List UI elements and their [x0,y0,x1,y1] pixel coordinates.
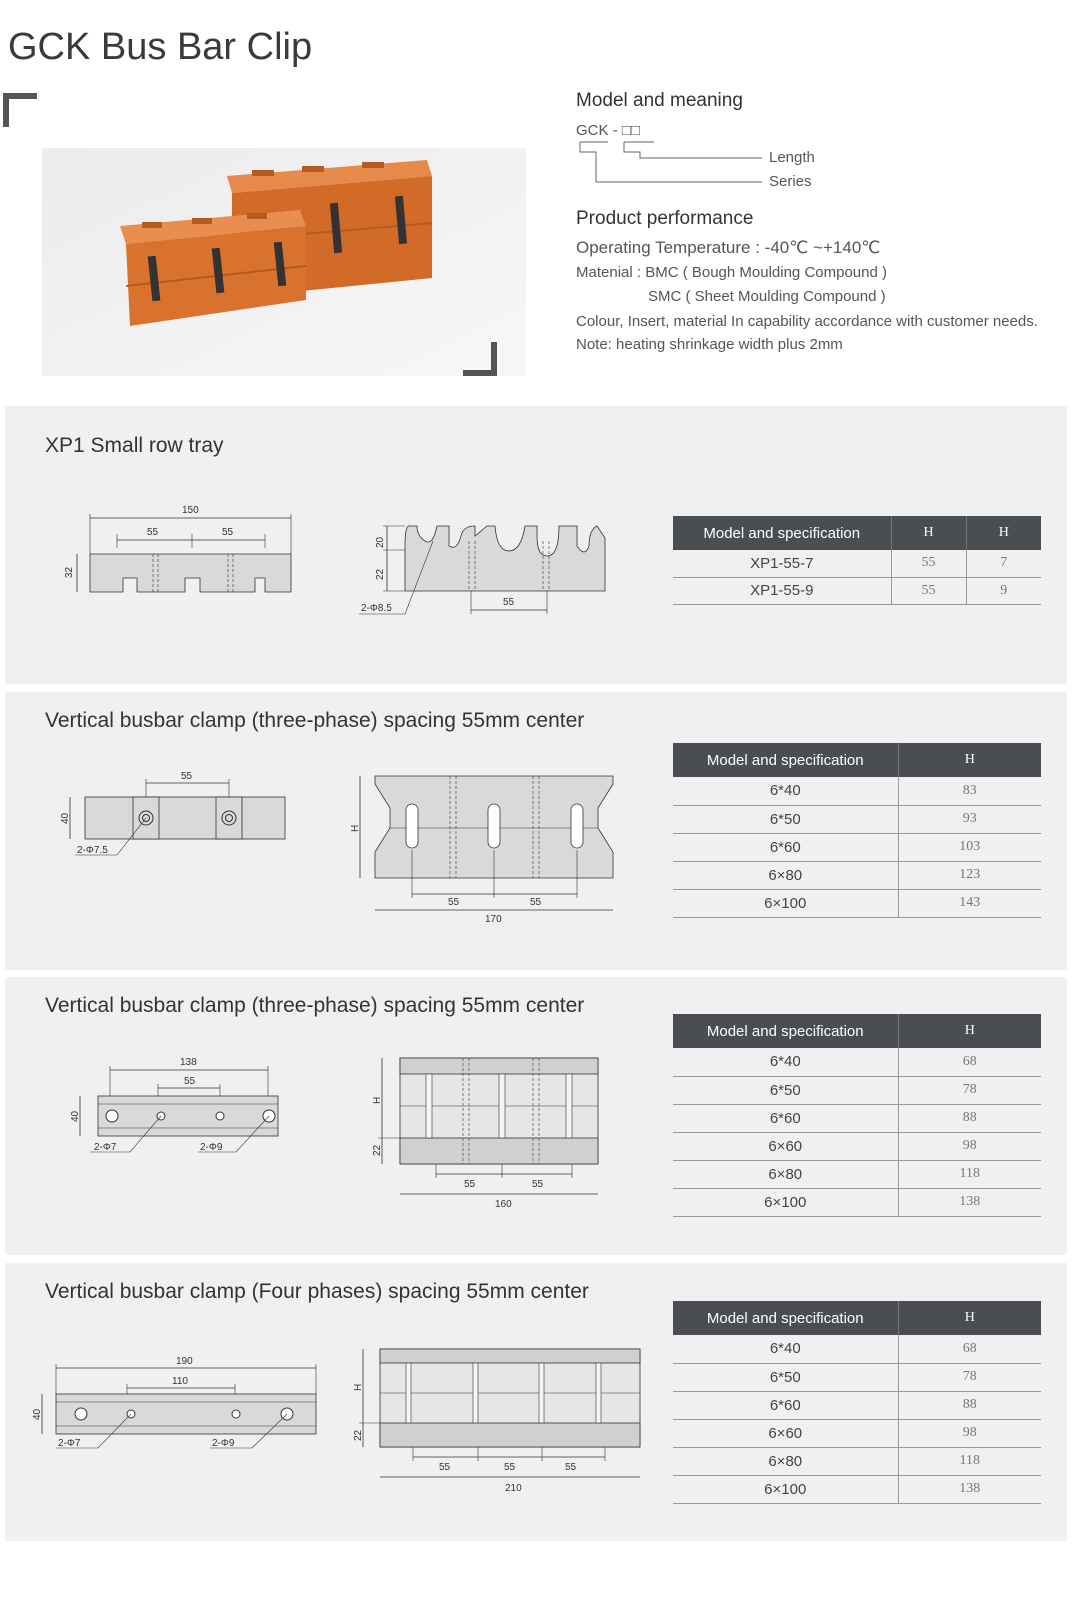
table-cell: 123 [898,861,1041,889]
dim-32: 32 [64,566,75,578]
section-four-phase-clamp [5,1263,1067,1541]
table-cell: 6*60 [673,1104,898,1132]
dim-40: 40 [70,1110,81,1122]
table-cell: 9 [966,577,1041,604]
dim-40: 40 [60,812,71,824]
dim-55-left: 55 [464,1179,476,1190]
table-cell: 98 [898,1419,1041,1447]
th-h1: H [891,516,966,550]
hole-9-callout: 2-Φ9 [212,1438,235,1449]
length-label: Length [769,149,815,166]
table-row [673,1132,1041,1160]
hole-callout: 2-Φ8.5 [361,603,392,614]
dim-55-b: 55 [504,1462,516,1473]
dim-110: 110 [172,1376,188,1387]
shrinkage-note: Note: heating shrinkage width plus 2mm [576,336,843,353]
model-meaning-heading: Model and meaning [576,90,743,111]
table-cell: 68 [898,1335,1041,1363]
four-phase-side-drawing [343,1341,653,1506]
table-cell: 138 [898,1188,1041,1216]
th-h: H [898,1014,1041,1048]
corner-bracket-top-left [3,93,37,127]
dim-210: 210 [505,1483,522,1494]
dim-h: H [353,1383,364,1391]
table-cell: 78 [898,1363,1041,1391]
series-label: Series [769,173,812,190]
section-three-phase-clamp-b [5,977,1067,1255]
table-row [673,1076,1041,1104]
table-cell: 6×100 [673,1188,898,1216]
th-h: H [898,743,1041,777]
table-row [673,550,1041,577]
table-row [673,1363,1041,1391]
section-title: Vertical busbar clamp (three-phase) spacing 55mm center [45,994,585,1017]
xp1-side-drawing [345,506,615,621]
dim-138: 138 [180,1057,197,1068]
section-title: Vertical busbar clamp (Four phases) spacing 55mm center [45,1280,589,1303]
table-cell: 98 [898,1132,1041,1160]
dim-40: 40 [32,1408,43,1420]
clamp-b-front-drawing [60,1052,300,1162]
clamp-a-side-drawing [340,770,630,930]
info-panel [576,90,1076,353]
dim-20: 20 [375,536,386,548]
section-title: XP1 Small row tray [45,434,224,457]
table-cell: 6×80 [673,1447,898,1475]
dim-22: 22 [353,1429,364,1441]
xp1-front-drawing [55,496,315,606]
spec-table-clamp-a [673,743,1041,918]
table-cell: 6×100 [673,889,898,917]
table-row [673,1391,1041,1419]
table-cell: 118 [898,1160,1041,1188]
dim-55: 55 [181,771,193,782]
table-cell: 6*50 [673,1363,898,1391]
clamp-b-side-drawing [360,1052,620,1217]
table-cell: 6×80 [673,861,898,889]
hole-7-callout: 2-Φ7 [94,1142,117,1153]
table-cell: 88 [898,1104,1041,1132]
table-row [673,1447,1041,1475]
table-row [673,1048,1041,1076]
dim-h: H [372,1096,383,1104]
table-cell: 93 [898,805,1041,833]
th-h: H [898,1301,1041,1335]
table-row [673,1475,1041,1503]
model-code: GCK - □□ [576,122,640,139]
dim-190: 190 [176,1356,193,1367]
dim-55-left: 55 [147,527,159,538]
dim-55-bottom: 55 [503,597,515,608]
table-row [673,1188,1041,1216]
table-cell: 6*60 [673,1391,898,1419]
table-row [673,1335,1041,1363]
four-phase-front-drawing [30,1348,330,1463]
table-cell: 83 [898,777,1041,805]
spec-table-xp1 [673,516,1041,605]
corner-bracket-bottom-right [463,342,497,376]
spec-table-clamp-b [673,1014,1041,1217]
table-cell: XP1-55-9 [673,577,891,604]
table-cell: 88 [898,1391,1041,1419]
table-cell: 55 [891,550,966,577]
hole-callout: 2-Φ7.5 [77,845,108,856]
table-row [673,1104,1041,1132]
table-cell: XP1-55-7 [673,550,891,577]
th-model: Model and specification [673,743,898,777]
section-three-phase-clamp-a [5,692,1067,970]
colour-note: Colour, Insert, material In capability accordance with customer needs. [576,313,1038,330]
dim-150: 150 [182,505,199,516]
dim-55-a: 55 [439,1462,451,1473]
table-cell: 6*40 [673,777,898,805]
dim-55-right: 55 [222,527,234,538]
table-row [673,777,1041,805]
table-row [673,889,1041,917]
dim-160: 160 [495,1199,512,1210]
table-row [673,805,1041,833]
table-cell: 118 [898,1447,1041,1475]
table-cell: 6×60 [673,1132,898,1160]
section-title: Vertical busbar clamp (three-phase) spacing 55mm center [45,709,585,732]
table-row [673,833,1041,861]
table-cell: 68 [898,1048,1041,1076]
table-row [673,861,1041,889]
th-model: Model and specification [673,1301,898,1335]
table-cell: 143 [898,889,1041,917]
dim-55-right: 55 [530,897,542,908]
page-title: GCK Bus Bar Clip [8,26,313,68]
product-photo [42,148,526,376]
dim-22: 22 [372,1144,383,1156]
table-cell: 6*40 [673,1048,898,1076]
section-xp1-small-row-tray [5,406,1067,684]
table-cell: 6×100 [673,1475,898,1503]
operating-temperature: Operating Temperature : -40℃ ~+140℃ [576,238,881,257]
th-model: Model and specification [673,1014,898,1048]
material-smc: SMC ( Sheet Moulding Compound ) [648,288,886,305]
dim-170: 170 [485,914,502,925]
table-cell: 6*60 [673,833,898,861]
spec-table-four-phase [673,1301,1041,1504]
table-cell: 7 [966,550,1041,577]
table-cell: 6*40 [673,1335,898,1363]
table-cell: 6*50 [673,1076,898,1104]
table-row [673,577,1041,604]
dim-55: 55 [184,1076,196,1087]
th-model: Model and specification [673,516,891,550]
dim-22: 22 [375,568,386,580]
table-cell: 55 [891,577,966,604]
table-cell: 78 [898,1076,1041,1104]
table-cell: 6×80 [673,1160,898,1188]
model-meaning-lines [576,138,776,188]
performance-heading: Product performance [576,208,754,229]
hole-9-callout: 2-Φ9 [200,1142,223,1153]
hole-7-callout: 2-Φ7 [58,1438,81,1449]
table-row [673,1160,1041,1188]
dim-55-c: 55 [565,1462,577,1473]
table-cell: 6*50 [673,805,898,833]
dim-55-right: 55 [532,1179,544,1190]
table-cell: 6×60 [673,1419,898,1447]
dim-55-left: 55 [448,897,460,908]
table-cell: 138 [898,1475,1041,1503]
table-cell: 103 [898,833,1041,861]
table-row [673,1419,1041,1447]
dim-h: H [350,824,361,832]
th-h2: H [966,516,1041,550]
material-bmc: Matenial : BMC ( Bough Moulding Compound ) [576,264,887,281]
clamp-a-front-drawing [55,767,305,867]
